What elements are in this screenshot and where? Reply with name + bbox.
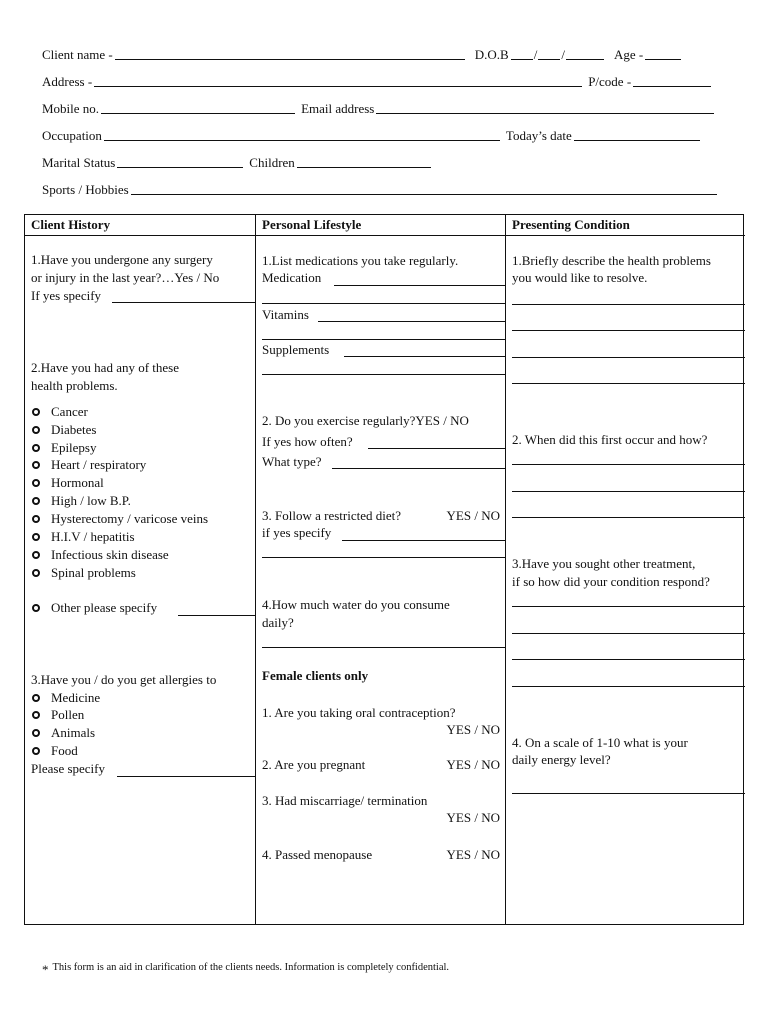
occupation-field[interactable] xyxy=(104,140,500,141)
header-divider xyxy=(506,235,745,236)
mobile-label: Mobile no. xyxy=(42,101,100,116)
health-problems-question: 2.Have you had any of these xyxy=(31,360,180,375)
client-history-column xyxy=(25,215,256,924)
todays-date-field[interactable] xyxy=(574,140,700,141)
female-clients-heading: Female clients only xyxy=(262,668,369,683)
row-client-name xyxy=(42,36,742,63)
allergy-specify-field[interactable] xyxy=(117,776,255,777)
row-mobile-email xyxy=(42,90,742,117)
asterisk: * xyxy=(42,962,49,977)
children-field[interactable] xyxy=(297,167,431,168)
miscarriage-question: 3. Had miscarriage/ termination xyxy=(262,793,428,808)
radio-icon xyxy=(32,444,40,452)
email-field[interactable] xyxy=(376,113,714,114)
supplements-label: Supplements xyxy=(262,342,330,357)
option-blood-pressure[interactable]: High / low B.P. xyxy=(31,492,131,509)
surgery-specify-label: If yes specify xyxy=(31,288,102,303)
address-field[interactable] xyxy=(94,86,582,87)
personal-lifestyle-column xyxy=(256,215,506,924)
allergy-medicine[interactable]: Medicine xyxy=(31,689,100,706)
marital-label: Marital Status xyxy=(42,155,116,170)
energy-level-question: 4. On a scale of 1-10 what is your xyxy=(512,735,688,750)
radio-icon xyxy=(32,604,40,612)
option-hysterectomy[interactable]: Hysterectomy / varicose veins xyxy=(31,510,208,527)
menopause-yes-no[interactable]: YES / NO xyxy=(446,847,500,862)
allergy-specify-label: Please specify xyxy=(31,761,106,776)
radio-icon xyxy=(32,479,40,487)
miscarriage-yes-no[interactable]: YES / NO xyxy=(446,810,500,825)
water-question: 4.How much water do you consume xyxy=(262,597,450,612)
client-history-heading: Client History xyxy=(31,217,111,232)
dob-day-field[interactable] xyxy=(511,59,533,60)
surgery-question-cont: or injury in the last year?…Yes / No xyxy=(31,270,220,285)
exercise-type-label: What type? xyxy=(262,454,322,469)
pcode-label: P/code - xyxy=(588,74,632,89)
treatment-answer-line-3[interactable] xyxy=(512,659,745,660)
describe-answer-line-4[interactable] xyxy=(512,383,745,384)
email-label: Email address xyxy=(301,101,375,116)
option-spinal[interactable]: Spinal problems xyxy=(31,564,136,581)
radio-icon xyxy=(32,569,40,577)
radio-icon xyxy=(32,426,40,434)
marital-field[interactable] xyxy=(117,167,243,168)
diet-yes-no[interactable]: YES / NO xyxy=(446,508,500,523)
dob-year-field[interactable] xyxy=(566,59,604,60)
energy-level-question-cont: daily energy level? xyxy=(512,752,611,767)
radio-icon xyxy=(32,694,40,702)
allergies-question: 3.Have you / do you get allergies to xyxy=(31,672,217,687)
diet-specify-field-2[interactable] xyxy=(262,557,505,558)
row-occupation xyxy=(42,117,742,144)
client-name-field[interactable] xyxy=(115,59,465,60)
radio-icon xyxy=(32,497,40,505)
diet-question: 3. Follow a restricted diet? xyxy=(262,508,401,523)
presenting-condition-column xyxy=(506,215,745,924)
surgery-question: 1.Have you undergone any surgery xyxy=(31,252,213,267)
address-label: Address - xyxy=(42,74,93,89)
allergy-animals[interactable]: Animals xyxy=(31,724,95,741)
other-specify-field[interactable] xyxy=(178,615,255,616)
describe-answer-line-2[interactable] xyxy=(512,330,745,331)
option-skin-disease[interactable]: Infectious skin disease xyxy=(31,546,169,563)
presenting-condition-heading: Presenting Condition xyxy=(512,217,630,232)
health-problems-describe-question-cont: you would like to resolve. xyxy=(512,270,648,285)
vitamins-field-2[interactable] xyxy=(262,339,505,340)
other-treatment-question-cont: if so how did your condition respond? xyxy=(512,574,710,589)
option-diabetes[interactable]: Diabetes xyxy=(31,421,96,438)
health-problems-describe-question: 1.Briefly describe the health problems xyxy=(512,253,711,268)
row-sports xyxy=(42,171,742,198)
vitamins-label: Vitamins xyxy=(262,307,309,322)
first-occur-question: 2. When did this first occur and how? xyxy=(512,432,708,447)
menopause-question: 4. Passed menopause xyxy=(262,847,373,862)
header-divider xyxy=(256,235,505,236)
allergy-pollen[interactable]: Pollen xyxy=(31,706,84,723)
exercise-question: 2. Do you exercise regularly?YES / NO xyxy=(262,413,469,428)
confidentiality-text: This form is an aid in clarification of the clients needs. Information is completely confidential. xyxy=(52,962,450,973)
contraception-yes-no[interactable]: YES / NO xyxy=(446,722,500,737)
radio-icon xyxy=(32,515,40,523)
radio-icon xyxy=(32,461,40,469)
medication-field[interactable] xyxy=(334,285,505,286)
age-field[interactable] xyxy=(645,59,681,60)
radio-icon xyxy=(32,551,40,559)
vitamins-field[interactable] xyxy=(318,321,505,322)
supplements-field-2[interactable] xyxy=(262,374,505,375)
exercise-how-often-label: If yes how often? xyxy=(262,434,353,449)
allergy-food[interactable]: Food xyxy=(31,742,78,759)
sports-field[interactable] xyxy=(131,194,717,195)
sports-label: Sports / Hobbies xyxy=(42,182,129,197)
diet-specify-label: if yes specify xyxy=(262,525,332,540)
children-label: Children xyxy=(249,155,295,170)
header-divider xyxy=(25,235,255,236)
dob-separator: / xyxy=(533,47,538,62)
radio-icon xyxy=(32,533,40,541)
exercise-how-often-field[interactable] xyxy=(368,448,505,449)
other-treatment-question: 3.Have you sought other treatment, xyxy=(512,556,696,571)
water-question-cont: daily? xyxy=(262,615,294,630)
energy-level-answer-line[interactable] xyxy=(512,793,745,794)
water-field[interactable] xyxy=(262,647,505,648)
option-hormonal[interactable]: Hormonal xyxy=(31,474,104,491)
medication-field-2[interactable] xyxy=(262,303,505,304)
treatment-answer-line-1[interactable] xyxy=(512,606,745,607)
option-epilepsy[interactable]: Epilepsy xyxy=(31,439,97,456)
occupation-label: Occupation xyxy=(42,128,102,143)
first-occur-answer-line-2[interactable] xyxy=(512,491,745,492)
describe-answer-line-1[interactable] xyxy=(512,304,745,305)
row-marital xyxy=(42,144,742,171)
option-other[interactable]: Other please specify xyxy=(31,599,157,616)
client-details-header xyxy=(42,36,742,198)
contraception-question: 1. Are you taking oral contraception? xyxy=(262,705,456,720)
health-problems-question-cont: health problems. xyxy=(31,378,118,393)
client-name-label: Client name - xyxy=(42,47,113,62)
option-cancer[interactable]: Cancer xyxy=(31,403,88,420)
radio-icon xyxy=(32,747,40,755)
medication-label: Medication xyxy=(262,270,322,285)
intake-table xyxy=(24,214,744,925)
option-hiv-hepatitis[interactable]: H.I.V / hepatitis xyxy=(31,528,135,545)
dob-label: D.O.B xyxy=(474,47,509,62)
radio-icon xyxy=(32,729,40,737)
mobile-field[interactable] xyxy=(101,113,295,114)
describe-answer-line-3[interactable] xyxy=(512,357,745,358)
pcode-field[interactable] xyxy=(633,86,711,87)
supplements-field[interactable] xyxy=(344,356,505,357)
surgery-specify-field[interactable] xyxy=(112,302,255,303)
pregnant-yes-no[interactable]: YES / NO xyxy=(446,757,500,772)
confidentiality-note xyxy=(42,962,449,978)
row-address xyxy=(42,63,742,90)
diet-specify-field[interactable] xyxy=(342,540,505,541)
todays-date-label: Today’s date xyxy=(505,128,572,143)
treatment-answer-line-2[interactable] xyxy=(512,633,745,634)
radio-icon xyxy=(32,711,40,719)
first-occur-answer-line-1[interactable] xyxy=(512,464,745,465)
dob-separator: / xyxy=(561,47,565,62)
option-heart-respiratory[interactable]: Heart / respiratory xyxy=(31,456,146,473)
age-label: Age - xyxy=(613,47,644,62)
personal-lifestyle-heading: Personal Lifestyle xyxy=(262,217,362,232)
pregnant-question: 2. Are you pregnant xyxy=(262,757,366,772)
exercise-type-field[interactable] xyxy=(332,468,505,469)
dob-month-field[interactable] xyxy=(538,59,560,60)
first-occur-answer-line-3[interactable] xyxy=(512,517,745,518)
medications-question: 1.List medications you take regularly. xyxy=(262,253,459,268)
treatment-answer-line-4[interactable] xyxy=(512,686,745,687)
radio-icon xyxy=(32,408,40,416)
